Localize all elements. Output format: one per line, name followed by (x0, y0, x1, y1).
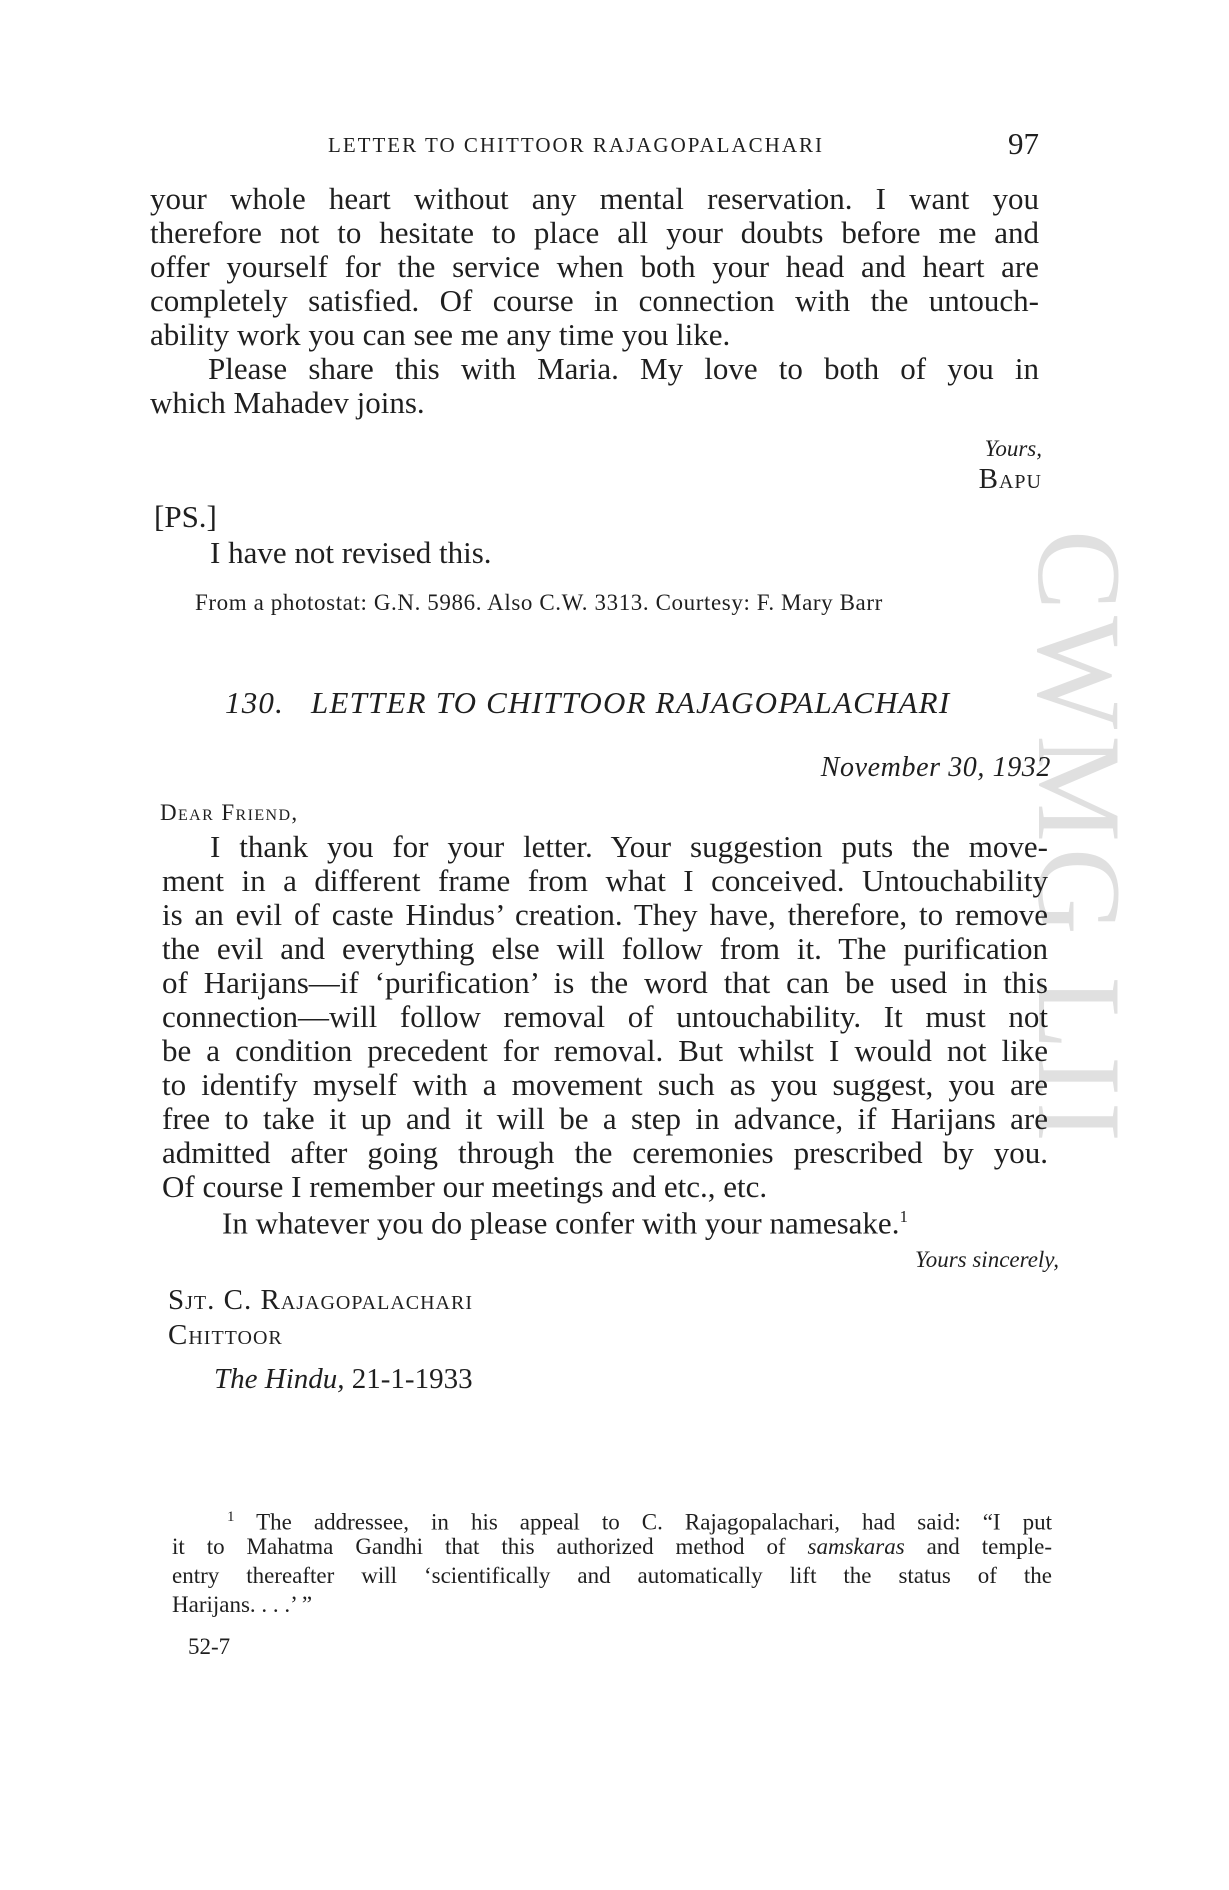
source-citation (214, 1362, 473, 1396)
text-line: therefore not to hesitate to place all your doubts before me and (150, 215, 1039, 250)
ps-label: [PS.] (154, 499, 217, 534)
text-line: offer yourself for the service when both your head and heart are (150, 249, 1039, 284)
footnote-line (227, 1503, 1052, 1535)
text-line: to identify myself with a movement such as you suggest, you are (162, 1067, 1048, 1102)
footnote-text: The addressee, in his appeal to C. Rajagopalachari, had said: “I put (234, 1509, 1052, 1535)
page-code: 52-7 (188, 1634, 231, 1659)
source-date: 21-1-1933 (344, 1363, 473, 1395)
letter1-paragraph-2 (208, 352, 1039, 386)
footnote-line (172, 1532, 1052, 1561)
salutation: Dear Friend, (160, 800, 299, 825)
text-line: admitted after going through the ceremonies prescribed by you. (162, 1135, 1048, 1170)
footnote-text: it to Mahatma Gandhi that this authorized method of (172, 1534, 808, 1559)
ps-text: I have not revised this. (210, 535, 492, 570)
text-line: which Mahadev joins. (150, 385, 425, 420)
footnote (172, 1503, 1052, 1619)
last-line: In whatever you do please confer with your namesake. (222, 1205, 900, 1241)
letter-date: November 30, 1932 (820, 752, 1051, 783)
text-line (222, 1200, 908, 1240)
text-line: be a condition precedent for removal. But whilst I would not like (162, 1033, 1048, 1068)
closing: Yours sincerely, (915, 1247, 1059, 1272)
addressee-place: Chittoor (168, 1319, 283, 1351)
letter2-body (162, 830, 1048, 1204)
footnote-marker: 1 (227, 1509, 235, 1525)
footnote-text: and temple- (904, 1534, 1052, 1559)
text-line: your whole heart without any mental reservation. I want you (150, 181, 1039, 216)
page-number: 97 (1008, 126, 1039, 161)
letter-number: 130. (225, 685, 285, 720)
text-line: Of course I remember our meetings and etc., etc. (162, 1169, 768, 1204)
text-line: free to take it up and it will be a step in advance, if Harijans are (162, 1101, 1048, 1136)
text-line: I thank you for your letter. Your suggestion puts the move- (210, 829, 1048, 864)
text-line: of Harijans—if ‘purification’ is the word that can be used in this (162, 965, 1048, 1000)
footnote-italic: samskaras (807, 1534, 905, 1559)
addressee-name: Sjt. C. Rajagopalachari (168, 1284, 473, 1316)
watermark: CWMG LII (1013, 530, 1146, 1148)
footnote-ref: 1 (899, 1207, 908, 1226)
footnote-line: Harijans. . . .’ ” (172, 1592, 313, 1617)
footnote-line: entry thereafter will ‘scientifically and automatically lift the status of the (172, 1563, 1052, 1588)
source-title: The Hindu, (214, 1363, 345, 1395)
text-line: is an evil of caste Hindus’ creation. They have, therefore, to remove (162, 897, 1048, 932)
signature: Bapu (978, 463, 1042, 495)
text-line: connection—will follow removal of untouchability. It must not (162, 999, 1048, 1034)
letter-heading (225, 686, 950, 720)
source-note: From a photostat: G.N. 5986. Also C.W. 3313. Courtesy: F. Mary Barr (195, 590, 883, 615)
text-line: ment in a different frame from what I conceived. Untouchability (162, 863, 1048, 898)
text-line: Please share this with Maria. My love to both of you in (208, 351, 1039, 386)
letter1-paragraph (150, 182, 1039, 352)
text-line: completely satisfied. Of course in connection with the untouch- (150, 283, 1039, 318)
closing: Yours, (984, 436, 1042, 461)
text-line: the evil and everything else will follow from it. The purification (162, 931, 1048, 966)
running-title: LETTER TO CHITTOOR RAJAGOPALACHARI (328, 133, 824, 157)
text-line: ability work you can see me any time you like. (150, 317, 731, 352)
letter-title: LETTER TO CHITTOOR RAJAGOPALACHARI (311, 685, 951, 720)
